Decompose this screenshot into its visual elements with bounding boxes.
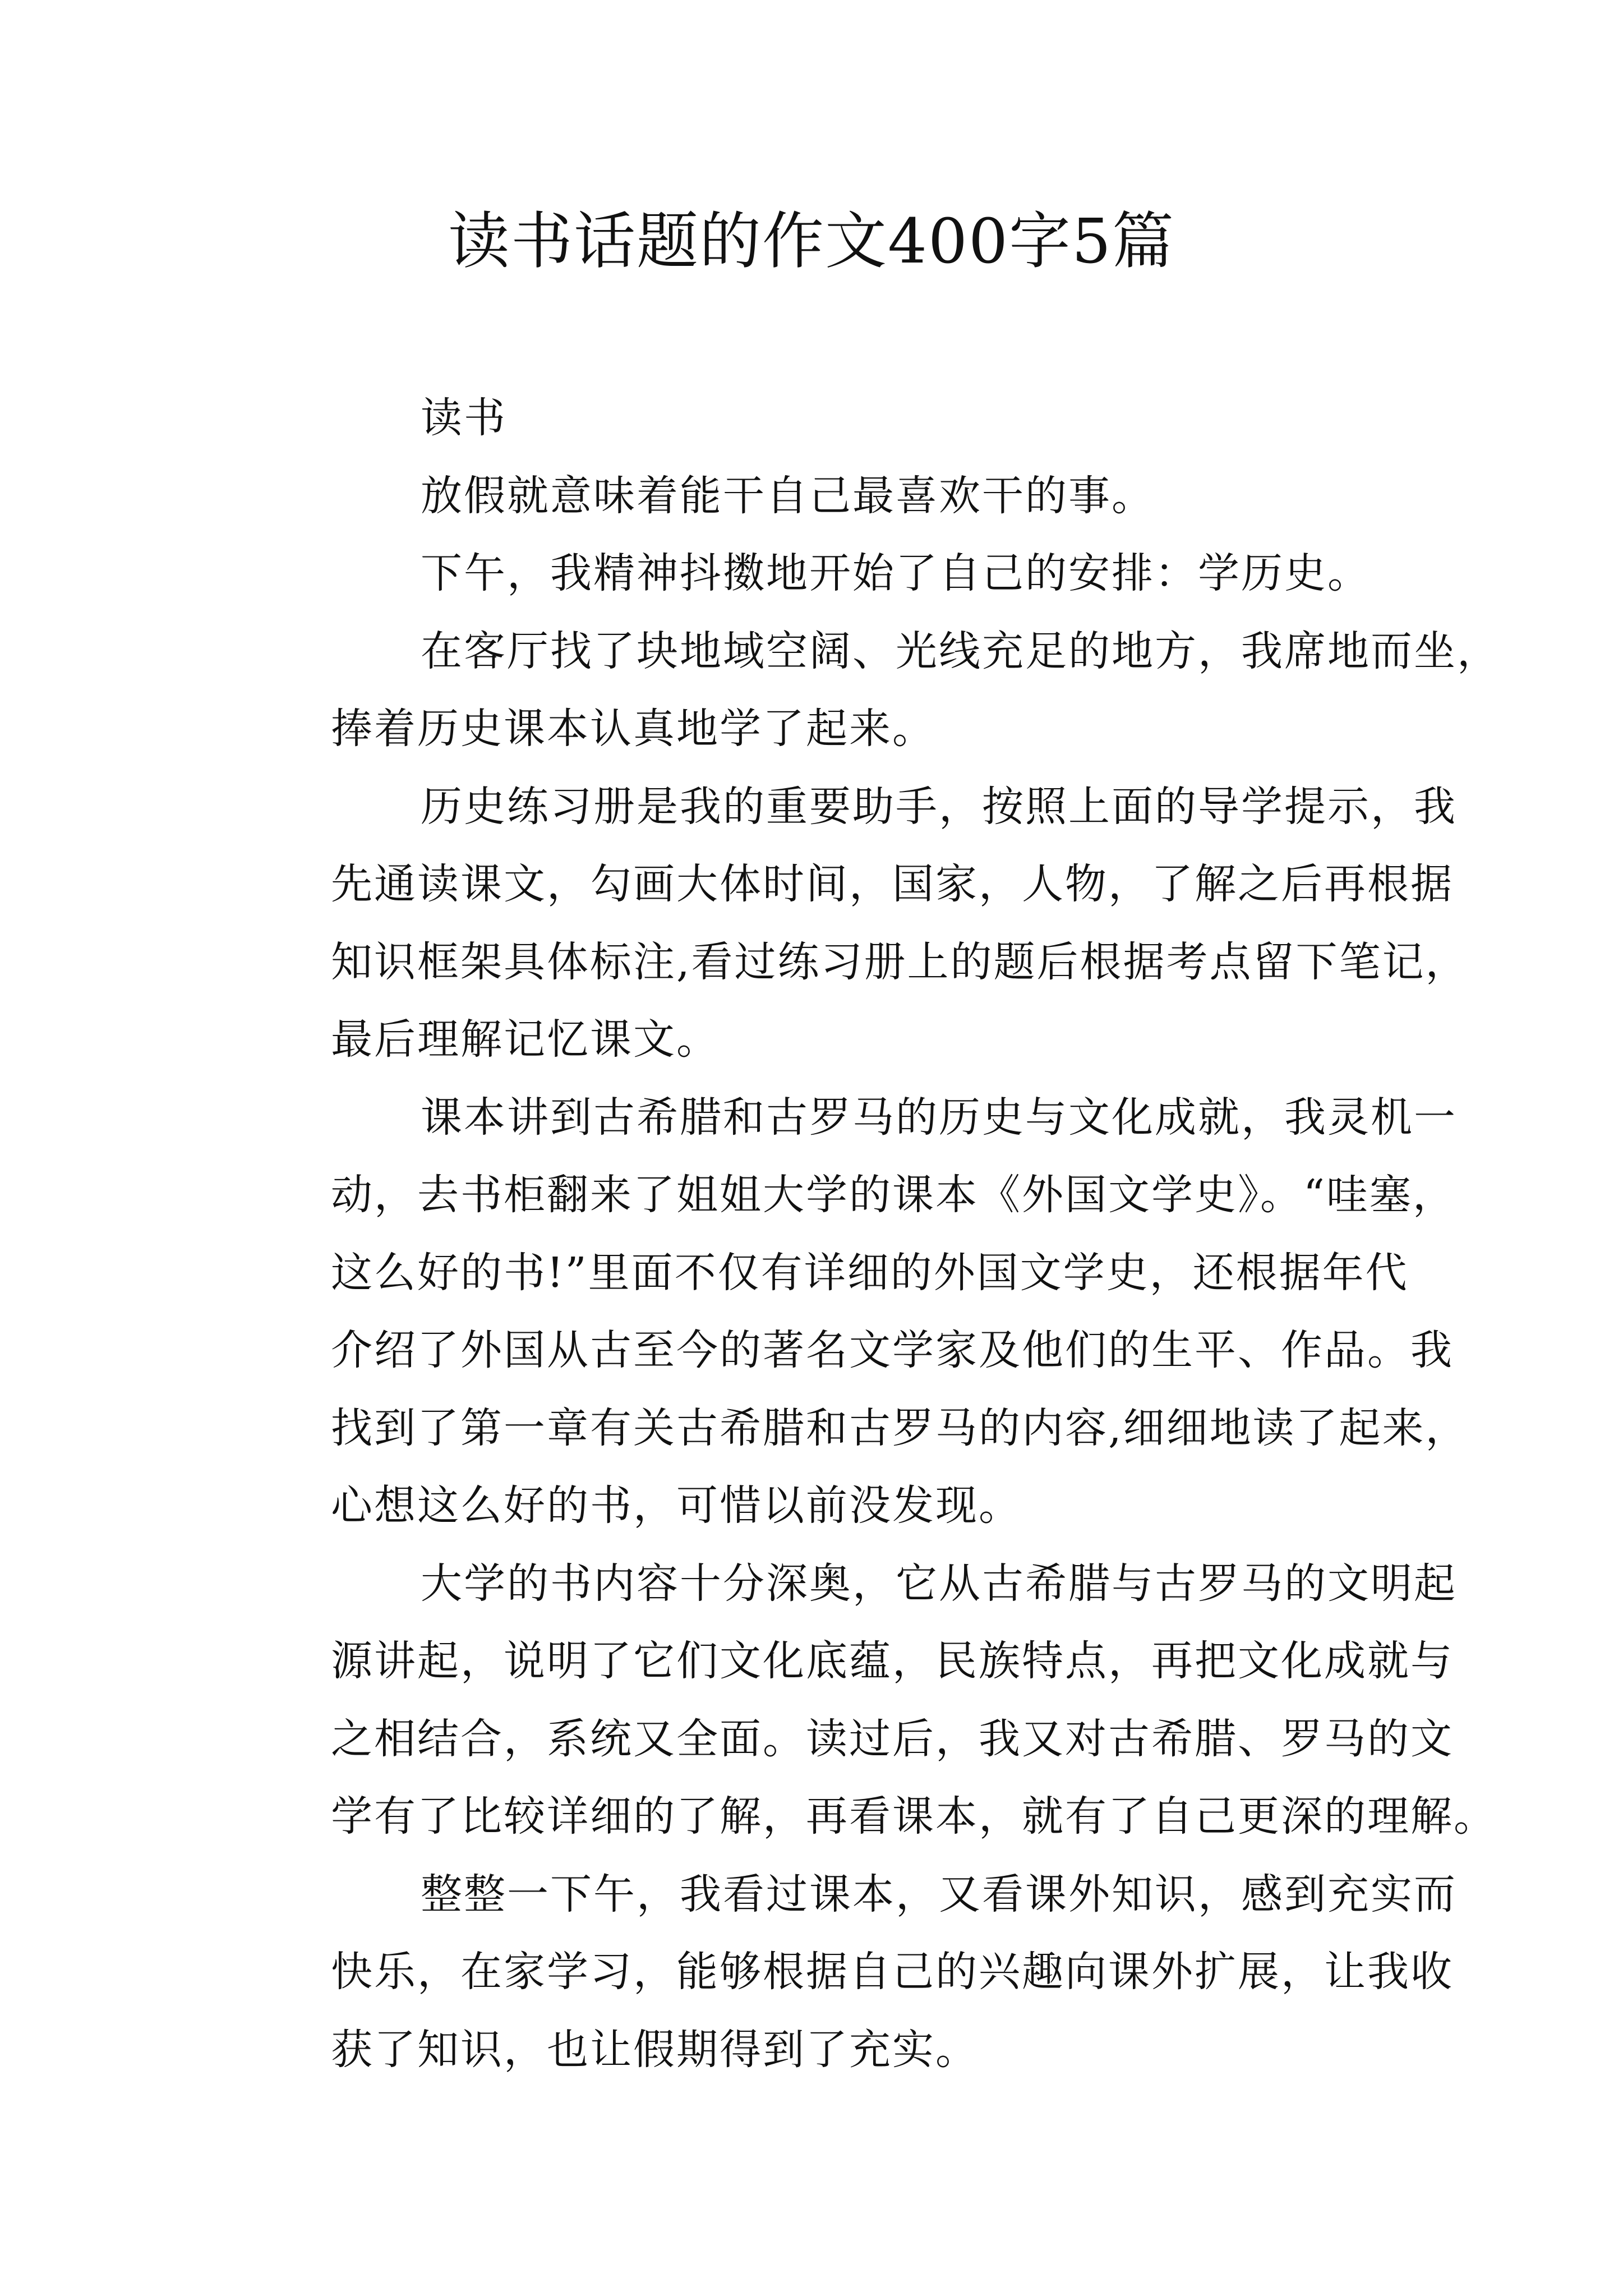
text-line: 源讲起，说明了它们文化底蕴，民族特点，再把文化成就与	[331, 1637, 1454, 1685]
text-line: 心想这么好的书，可惜以前没发现。	[331, 1481, 1022, 1530]
text-line: 先通读课文，勾画大体时间，国家，人物，了解之后再根据	[331, 860, 1454, 908]
text-line: 动，去书柜翻来了姐姐大学的课本《外国文学史》。“哇塞，	[331, 1171, 1456, 1219]
paragraph	[248, 768, 1469, 1079]
text-line: 这么好的书!”里面不仅有详细的外国文学史，还根据年代	[331, 1248, 1409, 1297]
paragraph	[248, 457, 1381, 535]
paragraph	[248, 1079, 1469, 1545]
document-title: 读书话题的作文400字5篇	[448, 205, 1175, 277]
paragraph	[248, 613, 1500, 768]
text-line: 找到了第一章有关古希腊和古罗马的内容,细细地读了起来，	[331, 1404, 1469, 1452]
text-line: 之相结合，系统又全面。读过后，我又对古希腊、罗马的文	[331, 1714, 1454, 1763]
paragraph	[248, 1856, 1457, 2089]
text-line: 介绍了外国从古至今的著名文学家及他们的生平、作品。我	[331, 1326, 1454, 1374]
document-body	[248, 379, 1500, 2088]
text-line: 历史练习册是我的重要助手，按照上面的导学提示，我	[421, 782, 1457, 831]
paragraph	[248, 379, 1381, 457]
text-line: 读书	[421, 394, 507, 442]
text-line: 课本讲到古希腊和古罗马的历史与文化成就，我灵机一	[421, 1093, 1457, 1142]
text-line: 捧着历史课本认真地学了起来。	[331, 705, 935, 753]
text-line: 下午，我精神抖擞地开始了自己的安排：学历史。	[421, 549, 1371, 597]
text-line: 在客厅找了块地域空阔、光线充足的地方，我席地而坐，	[421, 627, 1500, 675]
text-line: 大学的书内容十分深奥，它从古希腊与古罗马的文明起	[421, 1559, 1457, 1608]
text-line: 知识框架具体标注,看过练习册上的题后根据考点留下笔记，	[331, 937, 1469, 986]
text-line: 获了知识，也让假期得到了充实。	[331, 2025, 979, 2074]
text-line: 快乐，在家学习，能够根据自己的兴趣向课外扩展，让我收	[331, 1948, 1454, 1996]
text-line: 学有了比较详细的了解，再看课本，就有了自己更深的理解。	[331, 1792, 1497, 1841]
paragraph	[248, 1545, 1497, 1856]
text-line: 放假就意味着能干自己最喜欢干的事。	[421, 471, 1155, 520]
paragraph	[248, 535, 1381, 613]
text-line: 最后理解记忆课文。	[331, 1015, 720, 1064]
text-line: 整整一下午，我看过课本，又看课外知识，感到充实而	[421, 1870, 1457, 1918]
